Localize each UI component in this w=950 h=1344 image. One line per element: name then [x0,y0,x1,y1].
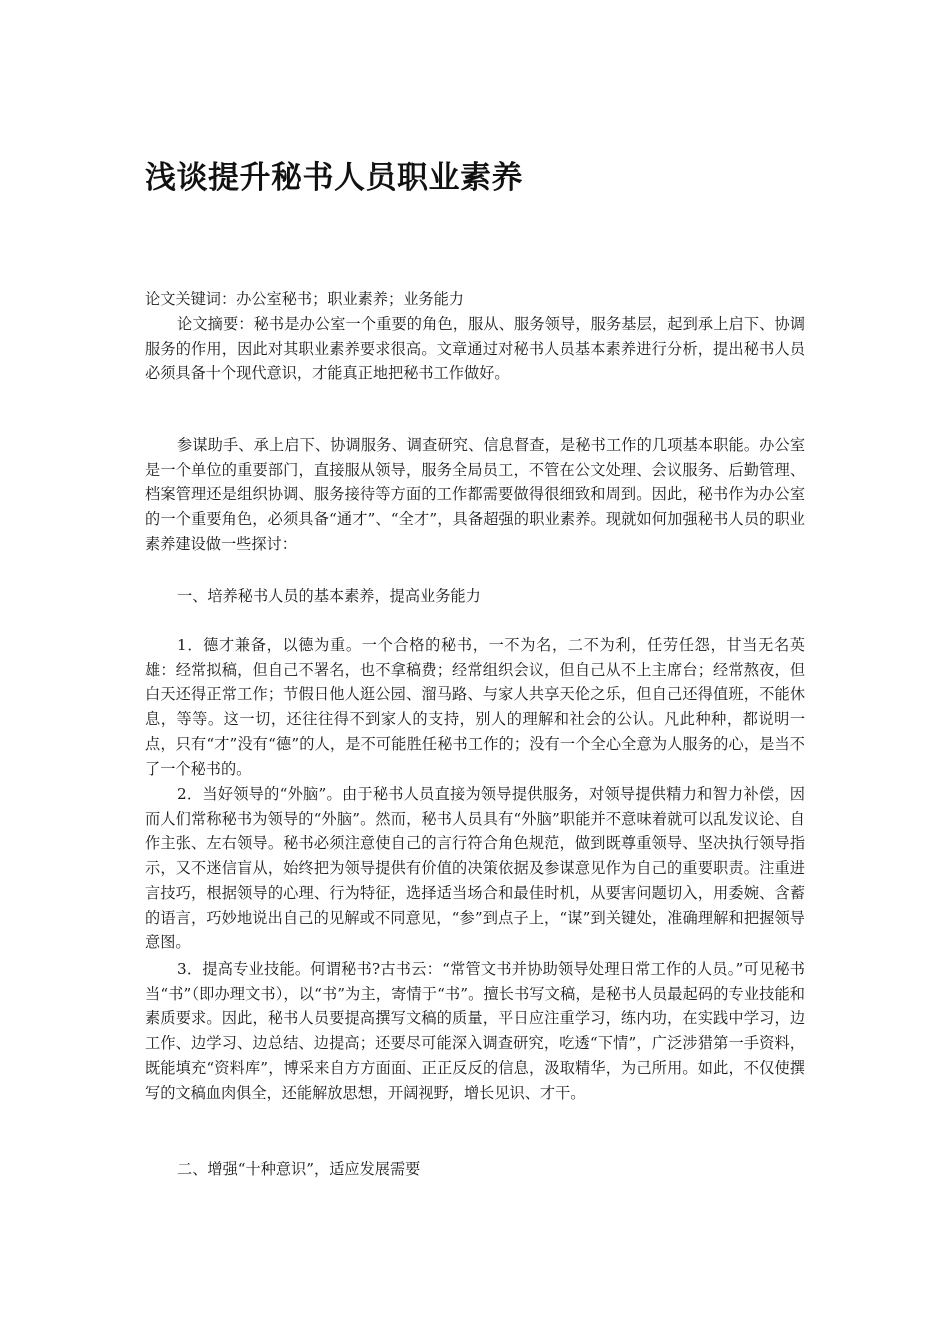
section1-paragraph-1: 1．德才兼备，以德为重。一个合格的秘书，一不为名，二不为利，任劳任怨，甘当无名英雄：经常拟稿，但自己不署名，也不拿稿费；经常组织会议，但自己从不上主席台；经常熬夜，但白天还得正常工作；节假日他人逛公园、溜马路、与家人共享天伦之乐，但自己还得值班，不能休息，等等。这一切，还往往得不到家人的支持，别人的理解和社会的公认。凡此种种，都说明一点，只有“才”没有“德”的人，是不可能胜任秘书工作的；没有一个全心全意为人服务的心，是当不了一个秘书的。 [145,636,805,778]
document-title: 浅谈提升秘书人员职业素养 [145,160,523,196]
intro-paragraph: 参谋助手、承上启下、协调服务、调查研究、信息督查，是秘书工作的几项基本职能。办公室是一个单位的重要部门，直接服从领导，服务全局员工，不管在公文处理、会议服务、后勤管理、档案管理还是组织协调、服务接待等方面的工作都需要做得很细致和周到。因此，秘书作为办公室的一个重要角色，必须具备“通才”、“全才”，具备超强的职业素养。现就如何加强秘书人员的职业素养建设做一些探讨： [145,436,805,553]
section1-paragraph-2: 2．当好领导的“外脑”。由于秘书人员直接为领导提供服务，对领导提供精力和智力补偿，因而人们常称秘书为领导的“外脑”。然而，秘书人员具有“外脑”职能并不意味着就可以乱发议论、自作主张、左右领导。秘书必须注意使自己的言行符合角色规范，做到既尊重领导、坚决执行领导指示，又不迷信盲从，始终把为领导提供有价值的决策依据及参谋意见作为自己的重要职责。注重进言技巧，根据领导的心理、行为特征，选择适当场合和最佳时机，从要害问题切入，用委婉、含蓄的语言，巧妙地说出自己的见解或不同意见，“参”到点子上，“谋”到关键处，准确理解和把握领导意图。 [145,785,805,952]
section-heading-1: 一、培养秘书人员的基本素养，提高业务能力 [177,587,481,605]
keywords-line [145,287,805,312]
section-heading-2: 二、增强“十种意识”，适应发展需要 [177,1160,421,1178]
keywords-label: 论文关键词： [145,290,237,308]
keywords-value: 办公室秘书；职业素养；业务能力 [236,290,464,308]
section1-paragraph-3: 3．提高专业技能。何谓秘书?古书云：“常管文书并协助领导处理日常工作的人员。”可见秘书当“书”（即办理文书），以“书”为主，寄情于“书”。擅长书写文稿，是秘书人员最起码的专业技能和素质要求。因此，秘书人员要提高撰写文稿的质量，平日应注重学习，练内功，在实践中学习，边工作、边学习、边总结、边提高；还要尽可能深入调查研究，吃透“下情”，广泛涉猎第一手资料，既能填充“资料库”，博采来自方方面面、正正反反的信息，汲取精华，为己所用。如此，不仅使撰写的文稿血肉俱全，还能解放思想，开阔视野，增长见识、才干。 [145,960,805,1102]
abstract-paragraph: 论文摘要：秘书是办公室一个重要的角色，服从、服务领导，服务基层，起到承上启下、协调服务的作用，因此对其职业素养要求很高。文章通过对秘书人员基本素养进行分析，提出秘书人员必须具备十个现代意识，才能真正地把秘书工作做好。 [145,315,805,383]
